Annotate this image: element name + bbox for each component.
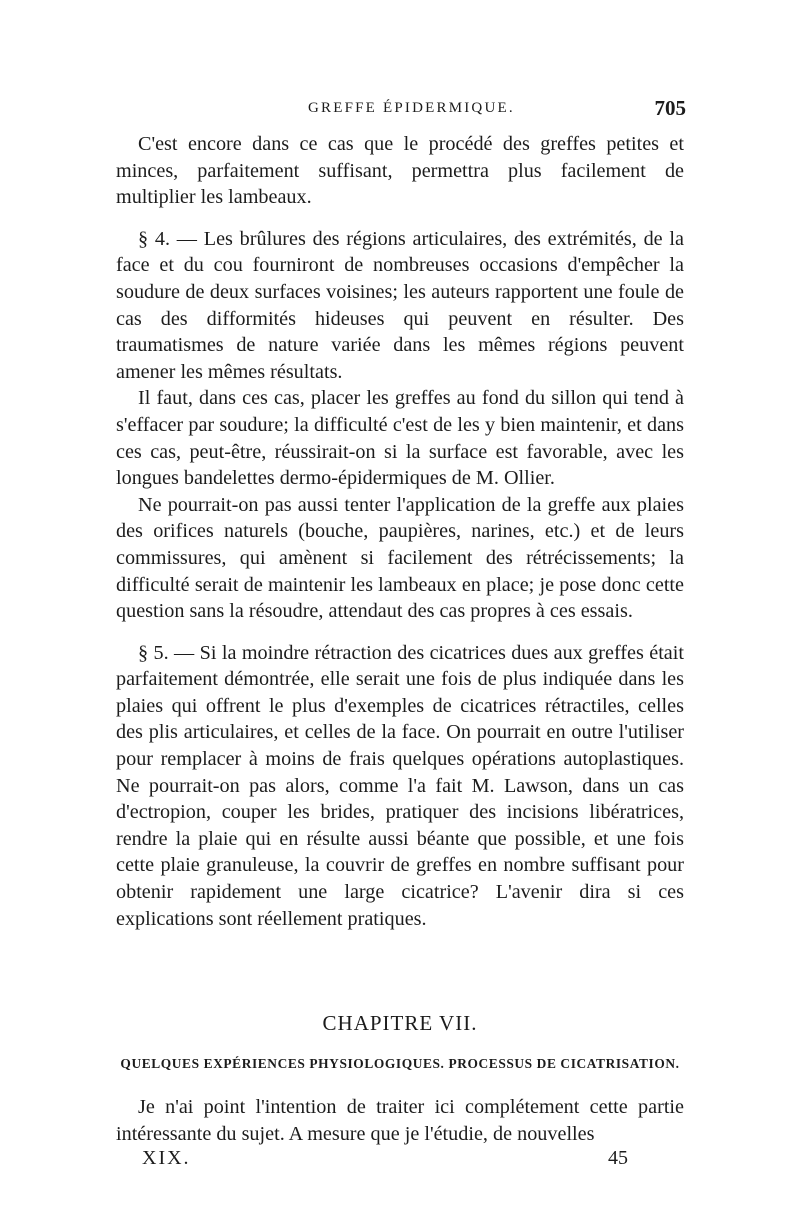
running-head [116, 96, 686, 126]
paragraph-3: Il faut, dans ces cas, placer les greffes au fond du sillon qui tend à s'effacer par soudure; la difficulté c'est de les y bien maintenir, et dans ces cas, peut-être, réussirait-on si la surface est favorable, avec les longues bandelettes dermo-épidermiques de M. Ollier. [116, 387, 684, 490]
paragraph-1: C'est encore dans ce cas que le procédé des greffes petites et minces, parfaitement suffisant, permettra plus facilement de multiplier les lambeaux. [116, 133, 684, 209]
paragraph-4: Ne pourrait-on pas aussi tenter l'application de la greffe aux plaies des orifices naturels (bouche, paupières, narines, etc.) et de leurs commissures, qui amènent si facilement des rétrécissements; la difficulté serait de maintenir les lambeaux en place; je pose donc cette question sans la résoudre, attendaut des cas propres à ces essais. [116, 493, 684, 623]
signature-mark: XIX. [142, 1147, 191, 1169]
page-number: 705 [654, 96, 686, 120]
body-text [116, 131, 684, 932]
chapter-opening-paragraph: Je n'ai point l'intention de traiter ici complétement cette partie intéressante du sujet. A mesure que je l'étudie, de nouvelles [116, 1096, 684, 1145]
chapter-subtitle: QUELQUES EXPÉRIENCES PHYSIOLOGIQUES. PROCESSUS DE CICATRISATION. [120, 1056, 680, 1071]
chapter-title: CHAPITRE VII. [322, 1011, 478, 1035]
paragraph-section-4: § 4. — Les brûlures des régions articulaires, des extrémités, de la face et du cou fourniront de nombreuses occasions d'empêcher la soudure de deux surfaces voisines; les auteurs rapportent une foule de cas des difformités hideuses qui peuvent en résulter. Des traumatismes de nature variée dans les mêmes régions peuvent amener les mêmes résultats. [116, 227, 684, 383]
signature-number: 45 [608, 1147, 628, 1169]
paragraph-section-5: § 5. — Si la moindre rétraction des cicatrices dues aux greffes était parfaitement démontrée, elle serait une fois de plus indiquée dans les plaies qui offrent le plus d'exemples de cicatrices rétractiles, celles des plis articulaires, et celles de la face. On pourrait en outre l'utiliser pour remplacer à moins de frais quelques opérations autoplastiques. Ne pourrait-on pas alors, comme l'a fait M. Lawson, dans un cas d'ectropion, couper les brides, pratiquer des incisions libératrices, rendre la plaie qui en résulte aussi béante que possible, et une fois cette plaie granuleuse, la couvrir de greffes en nombre suffisant pour obtenir rapidement une large cicatrice? L'avenir dira si ces explications sont réellement pratiques. [116, 641, 684, 930]
chapter-opening-text [116, 1094, 684, 1147]
running-title: GREFFE ÉPIDERMIQUE. [308, 100, 515, 116]
